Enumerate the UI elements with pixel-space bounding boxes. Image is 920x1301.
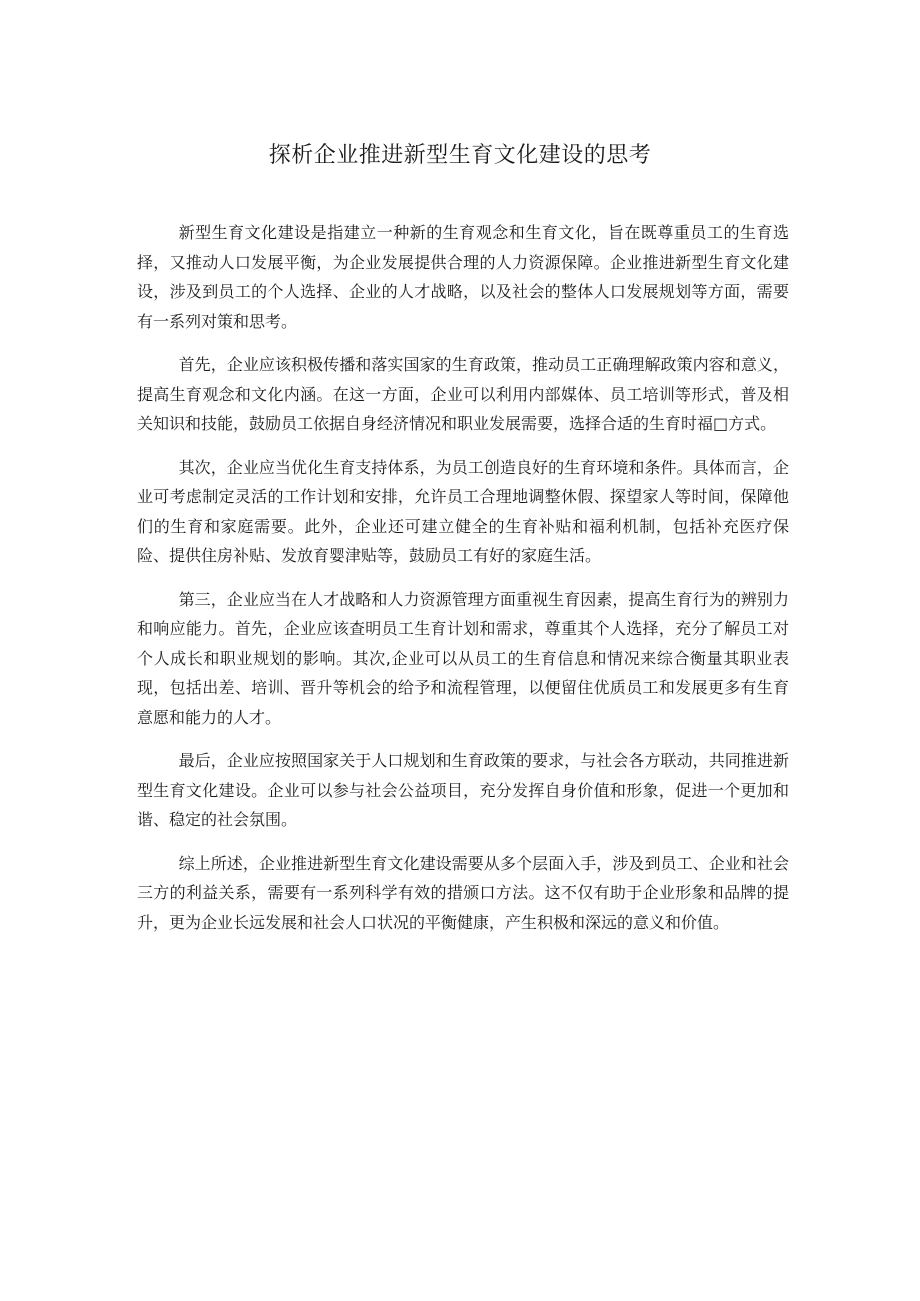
paragraph-last: 最后，企业应按照国家关于人口规划和生育政策的要求，与社会各方联动，共同推进新型生育文化建设。企业可以参与社会公益项目，充分发挥自身价值和形象，促进一个更加和谐、稳定的社会氛围。 [137,751,789,829]
paragraph-intro: 新型生育文化建设是指建立一种新的生育观念和生育文化，旨在既尊重员工的生育选择，又推动人口发展平衡，为企业发展提供合理的人力资源保障。企业推进新型生育文化建设，涉及到员工的个人选择、企业的人才战略，以及社会的整体人口发展规划等方面，需要有一系列对策和思考。 [137,223,789,331]
document-title: 探析企业推进新型生育文化建设的思考 [268,143,652,168]
paragraph-third: 第三，企业应当在人才战略和人力资源管理方面重视生育因素，提高生育行为的辨别力和响应能力。首先，企业应该查明员工生育计划和需求，尊重其个人选择，充分了解员工对个人成长和职业规划的影响。其次,企业可以从员工的生育信息和情况来综合衡量其职业表现，包括出差、培训、晋升等机会的给予和流程管理，以便留住优质员工和发展更多有生育意愿和能力的人才。 [137,589,789,727]
paragraph-first: 首先，企业应该积极传播和落实国家的生育政策，推动员工正确理解政策内容和意义，提高生育观念和文化内涵。在这一方面，企业可以利用内部媒体、员工培训等形式，普及相关知识和技能，鼓励员工依据自身经济情况和职业发展需要，选择合适的生育时福□方式。 [137,355,789,433]
document-body [137,218,789,951]
paragraph-second: 其次，企业应当优化生育支持体系，为员工创造良好的生育环境和条件。具体而言，企业可考虑制定灵活的工作计划和安排，允许员工合理地调整休假、探望家人等时间，保障他们的生育和家庭需要。此外，企业还可建立健全的生育补贴和福利机制，包括补充医疗保险、提供住房补贴、发放育婴津贴等，鼓励员工有好的家庭生活。 [137,457,789,565]
paragraph-conclusion: 综上所述，企业推进新型生育文化建设需要从多个层面入手，涉及到员工、企业和社会三方的利益关系，需要有一系列科学有效的措颁口方法。这不仅有助于企业形象和品牌的提升，更为企业长远发展和社会人口状况的平衡健康，产生积极和深远的意义和价值。 [137,853,789,932]
